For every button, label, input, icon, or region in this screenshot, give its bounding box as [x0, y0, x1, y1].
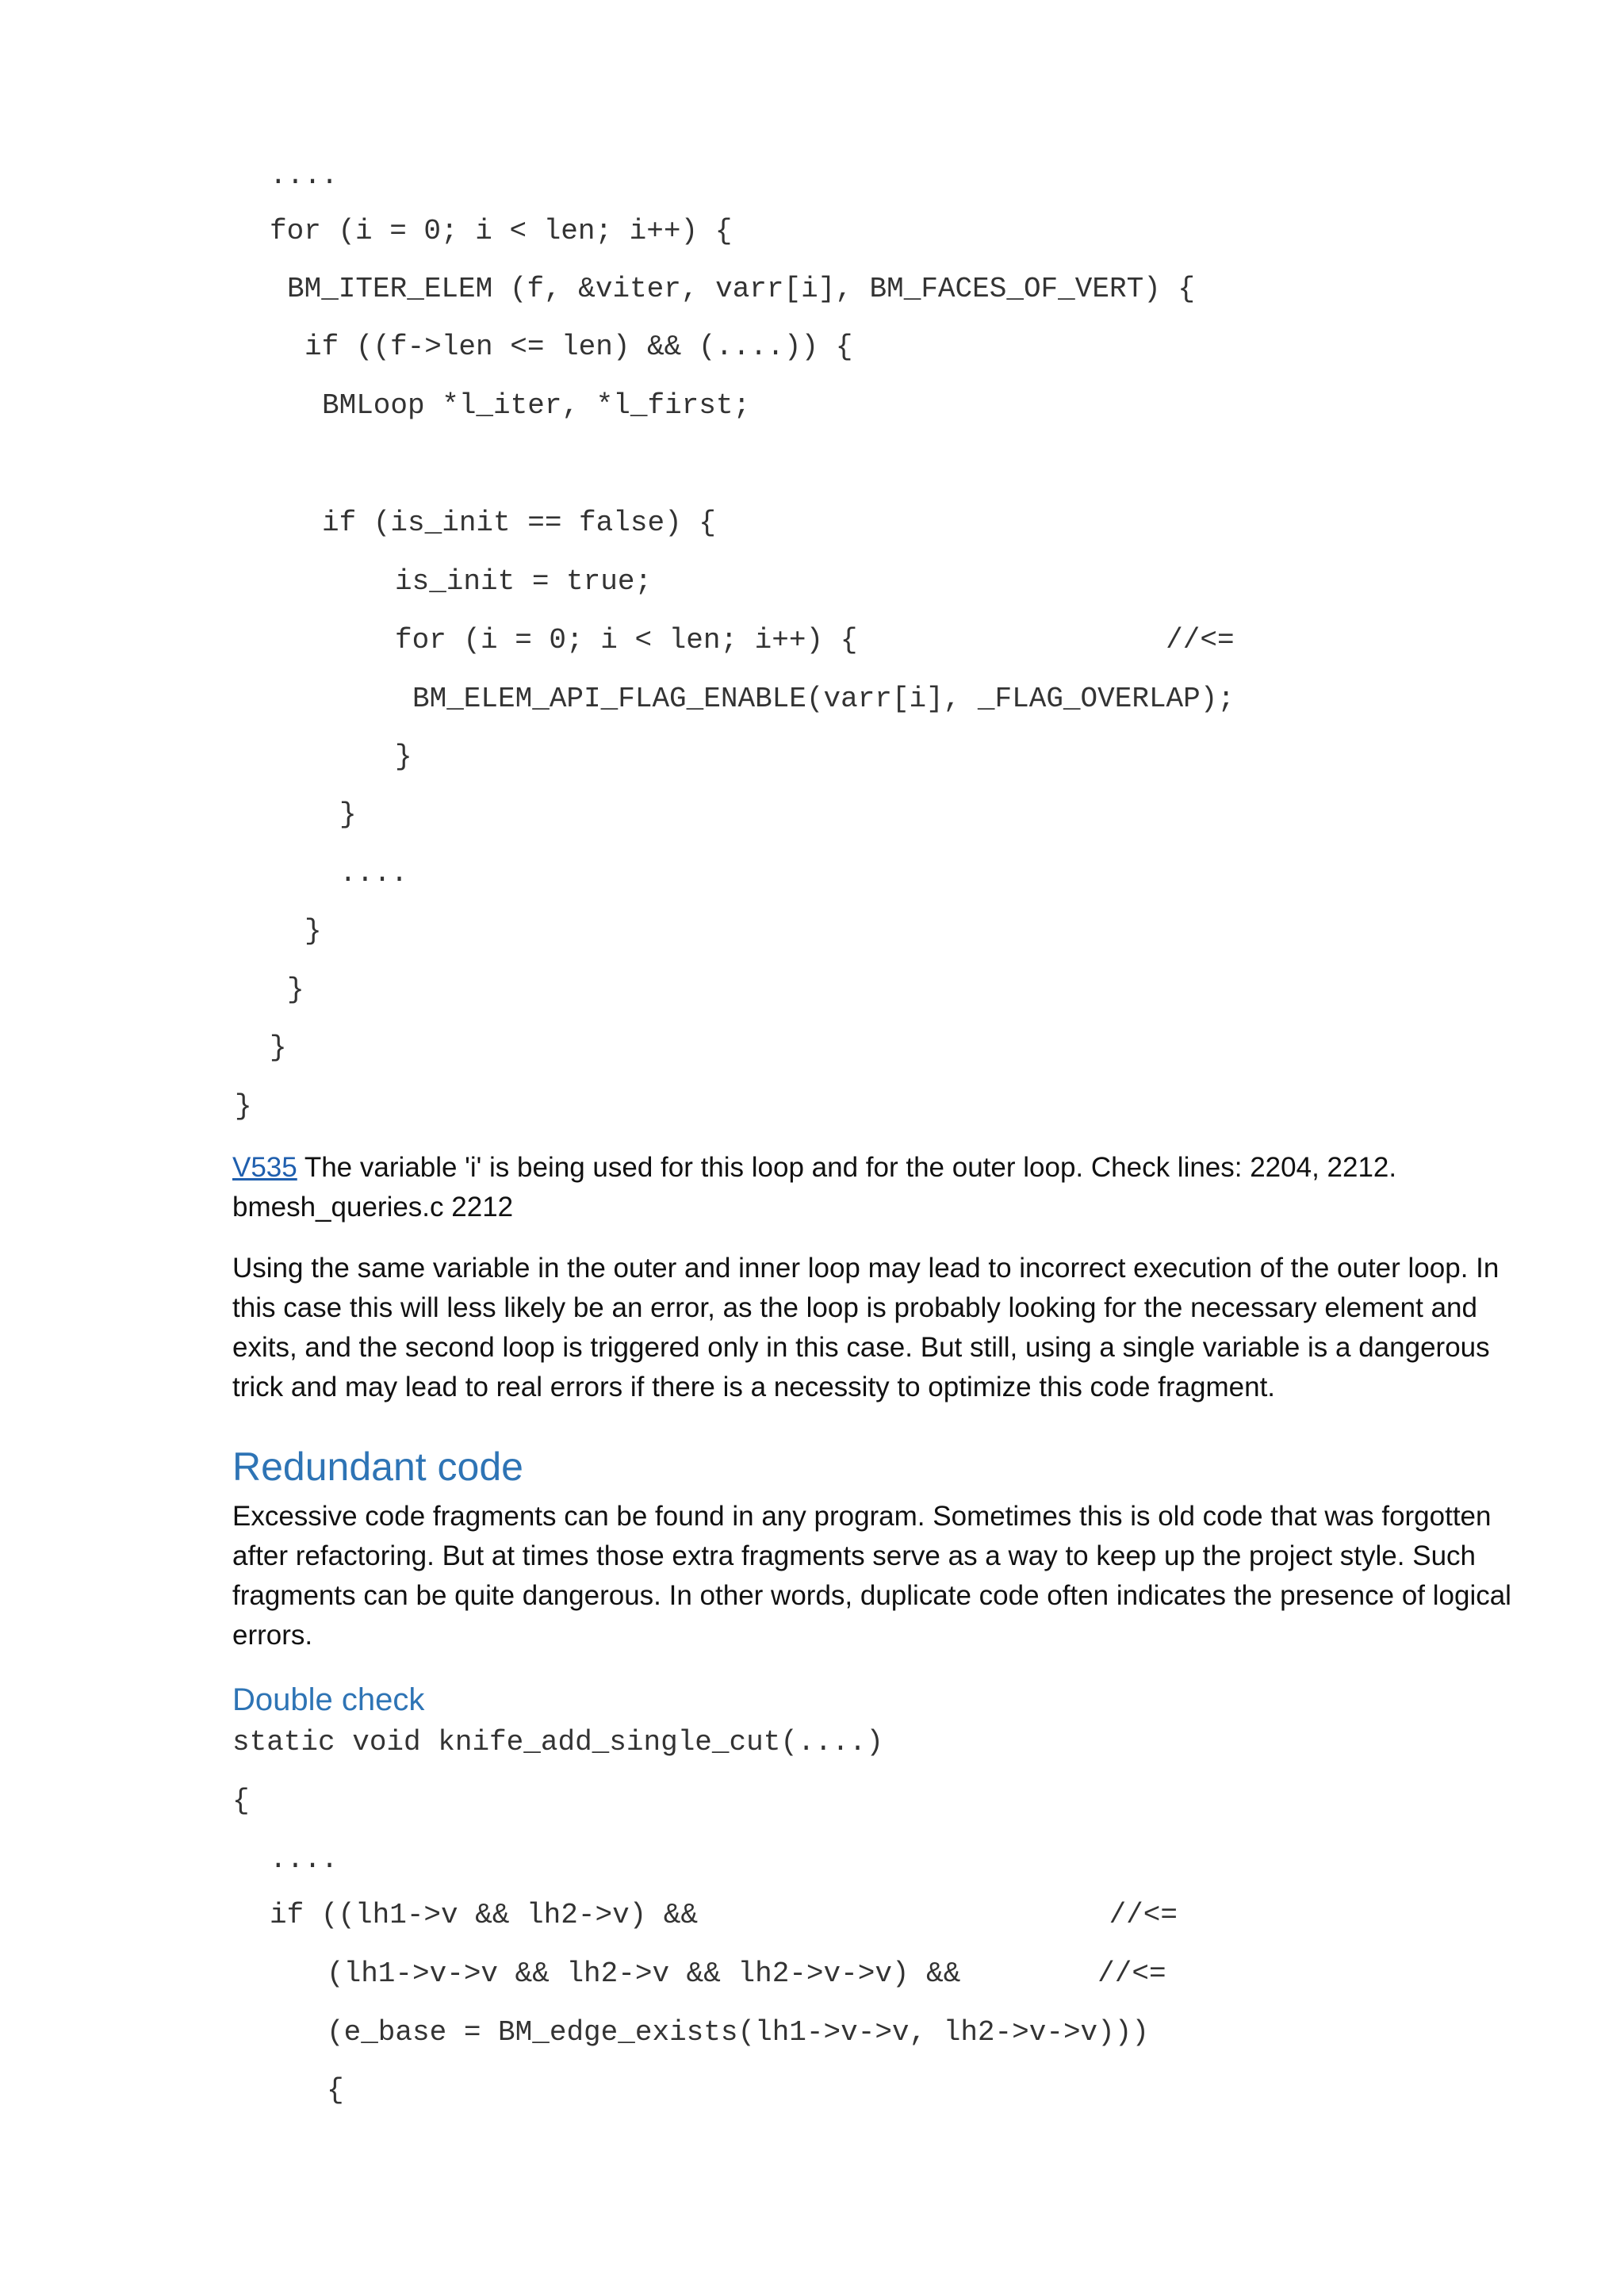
code-line: ....	[270, 159, 339, 192]
code-line: ....	[270, 1843, 339, 1876]
code-line: BM_ELEM_API_FLAG_ENABLE(varr[i], _FLAG_OVERLAP);	[412, 683, 1235, 715]
code-line: ....	[339, 857, 408, 890]
code-line: if (is_init == false) {	[322, 507, 716, 539]
paragraph-loop-variable: Using the same variable in the outer and inner loop may lead to incorrect execution of the outer loop. In this case this will less likely be an error, as the loop is probably looking for the necessary element and exits, and the second loop is triggered only in this case. But still, using a single variable is a dangerous trick and may lead to real errors if there is a necessity to optimize this code fragment.	[232, 1253, 1500, 1402]
warning-message: The variable 'i' is being used for this loop and for the outer loop. Check lines: 2204, 2212.	[297, 1152, 1397, 1183]
code-line: {	[232, 1785, 250, 1817]
code-line: }	[304, 915, 322, 947]
code-line: BMLoop *l_iter, *l_first;	[322, 389, 751, 422]
warning-paragraph	[232, 1148, 1517, 1227]
paragraph-redundant-code: Excessive code fragments can be found in any program. Sometimes this is old code that was forgotten after refactoring. But at times those extra fragments serve as a way to keep up the project style. Such fragments can be quite dangerous. In other words, duplicate code often indicates the presence of logical errors.	[232, 1501, 1511, 1651]
code-line: if ((lh1->v && lh2->v) && //<=	[270, 1899, 1178, 1931]
code-line: is_init = true;	[395, 565, 653, 598]
code-line: {	[327, 2074, 344, 2107]
code-line: (e_base = BM_edge_exists(lh1->v->v, lh2->v->v)))	[327, 2016, 1149, 2049]
heading-redundant-code: Redundant code	[232, 1445, 523, 1489]
code-line: if ((f->len <= len) && (....)) {	[304, 331, 853, 363]
heading-double-check: Double check	[232, 1682, 425, 1717]
code-line: }	[339, 798, 357, 831]
code-line: }	[235, 1090, 252, 1123]
code-line: static void knife_add_single_cut(....)	[232, 1726, 883, 1758]
code-line: }	[287, 974, 304, 1006]
warning-location: bmesh_queries.c 2212	[232, 1192, 514, 1223]
code-line: }	[395, 740, 412, 773]
code-line: BM_ITER_ELEM (f, &viter, varr[i], BM_FACES_OF_VERT) {	[287, 273, 1195, 305]
code-line: for (i = 0; i < len; i++) { //<=	[395, 624, 1235, 656]
code-line: (lh1->v->v && lh2->v && lh2->v->v) && //<=	[327, 1957, 1166, 1990]
warning-code-link[interactable]: V535	[232, 1152, 297, 1183]
code-line: for (i = 0; i < len; i++) {	[270, 215, 733, 247]
code-line: }	[270, 1031, 287, 1064]
